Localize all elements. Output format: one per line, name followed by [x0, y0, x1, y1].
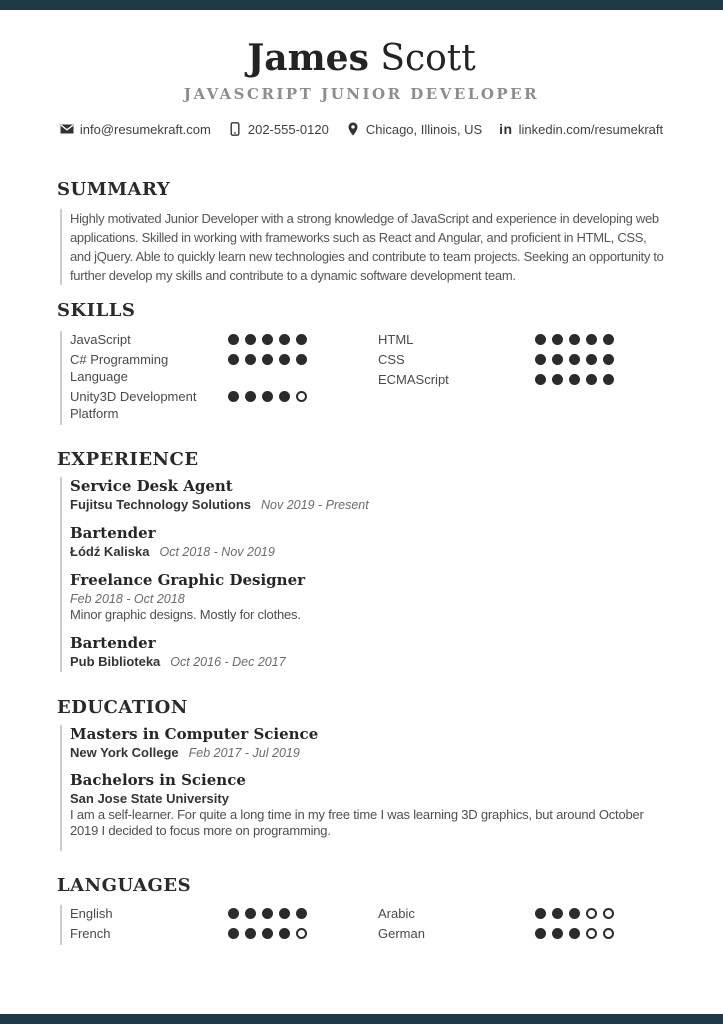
- last-name: Scott: [380, 38, 476, 79]
- skills-section: [0, 300, 723, 425]
- rating-dot-filled: [262, 391, 273, 402]
- rating-dot-filled: [245, 928, 256, 939]
- rating-label: German: [378, 926, 425, 941]
- rating-row: [70, 351, 378, 385]
- bottom-edge-bar: [0, 1014, 723, 1024]
- experience-content: [60, 477, 667, 672]
- rating-dots: [535, 371, 620, 388]
- rating-dot-empty: [603, 928, 614, 939]
- skills-content: [60, 331, 667, 425]
- linkedin-icon: in: [499, 121, 513, 137]
- rating-dot-filled: [296, 334, 307, 345]
- experience-description: Minor graphic designs. Mostly for clothes.: [70, 607, 301, 622]
- rating-dot-empty: [586, 908, 597, 919]
- rating-dot-filled: [228, 354, 239, 365]
- rating-dot-filled: [296, 354, 307, 365]
- rating-label: Arabic: [378, 906, 415, 921]
- experience-job-title: Service Desk Agent: [70, 477, 233, 495]
- rating-dot-filled: [245, 354, 256, 365]
- education-entry: [70, 725, 667, 761]
- summary-text: Highly motivated Junior Developer with a strong knowledge of JavaScript and experience in developing web applications. Skilled in working with frameworks such as React and Angular, and proficient in HTML, CSS, and jQuery. Able to quickly learn new technologies and contribute to team projects. Seeking an opportunity to further develop my skills and contribute to a dynamic software development team.: [70, 211, 664, 283]
- rating-dot-empty: [296, 928, 307, 939]
- languages-content: [60, 905, 667, 945]
- contact-phone: [228, 122, 329, 137]
- rating-dots: [535, 925, 620, 942]
- education-section: [0, 697, 723, 851]
- rating-dot-filled: [296, 908, 307, 919]
- rating-dot-filled: [586, 334, 597, 345]
- rating-label: English: [70, 906, 113, 921]
- contact-linkedin-text: linkedin.com/resumekraft: [518, 121, 664, 137]
- education-school: San Jose State University: [70, 791, 229, 806]
- rating-dot-filled: [603, 374, 614, 385]
- education-dates: Feb 2017 - Jul 2019: [188, 746, 300, 760]
- summary-content: [60, 209, 667, 285]
- rating-row: [378, 925, 620, 942]
- rating-dot-filled: [569, 354, 580, 365]
- rating-row: [378, 371, 620, 388]
- education-entry: [70, 771, 667, 839]
- rating-dot-filled: [228, 928, 239, 939]
- rating-dots: [535, 905, 620, 922]
- rating-dot-filled: [245, 908, 256, 919]
- rating-dot-empty: [296, 391, 307, 402]
- rating-dot-filled: [262, 334, 273, 345]
- languages-section: [0, 875, 723, 945]
- education-meta: [70, 745, 667, 761]
- rating-dot-filled: [279, 334, 290, 345]
- experience-dates: Feb 2018 - Oct 2018: [70, 592, 185, 606]
- rating-dot-filled: [552, 334, 563, 345]
- rating-dots: [228, 331, 313, 348]
- location-icon: [346, 122, 360, 136]
- rating-label: ECMAScript: [378, 372, 449, 387]
- rating-dot-filled: [535, 908, 546, 919]
- experience-dates: Oct 2018 - Nov 2019: [159, 545, 275, 559]
- education-degree: Masters in Computer Science: [70, 725, 319, 743]
- rating-dots: [228, 351, 313, 368]
- experience-company: Łódź Kaliska: [70, 544, 150, 559]
- summary-section: [0, 179, 723, 285]
- education-heading: EDUCATION: [57, 697, 188, 718]
- rating-dots: [228, 388, 313, 405]
- rating-label: Unity3D Development Platform: [70, 389, 197, 421]
- rating-dot-filled: [262, 354, 273, 365]
- rating-dots: [228, 925, 313, 942]
- phone-icon: [228, 122, 242, 136]
- rating-dot-filled: [279, 928, 290, 939]
- rating-dot-filled: [552, 928, 563, 939]
- rating-label: French: [70, 926, 111, 941]
- rating-dots: [535, 331, 620, 348]
- contact-phone-text: 202-555-0120: [247, 121, 329, 137]
- rating-label: CSS: [378, 352, 405, 367]
- rating-row: [70, 925, 378, 942]
- rating-dot-filled: [535, 354, 546, 365]
- rating-label: C# Programming Language: [70, 352, 169, 384]
- rating-dot-filled: [228, 908, 239, 919]
- rating-dot-filled: [228, 391, 239, 402]
- contact-linkedin: [499, 121, 663, 137]
- experience-section: [0, 449, 723, 672]
- experience-job-title: Bartender: [70, 634, 156, 652]
- education-meta: [70, 791, 667, 807]
- rating-dot-filled: [552, 374, 563, 385]
- contact-email: [60, 122, 211, 137]
- skills-right-column: [378, 331, 620, 425]
- skills-left-column: [70, 331, 378, 425]
- rating-dot-filled: [262, 908, 273, 919]
- education-degree: Bachelors in Science: [70, 771, 246, 789]
- person-name: [0, 36, 723, 81]
- rating-row: [70, 388, 378, 422]
- rating-dots: [535, 351, 620, 368]
- rating-row: [378, 331, 620, 348]
- education-description: I am a self-learner. For quite a long time in my free time I was learning 3D graphics, but around October 2019 I decided to focus more on programming.: [70, 807, 644, 838]
- rating-dot-filled: [552, 908, 563, 919]
- contact-row: [0, 121, 723, 137]
- rating-dot-filled: [228, 334, 239, 345]
- rating-row: [378, 905, 620, 922]
- education-school: New York College: [70, 745, 179, 760]
- rating-dot-filled: [552, 354, 563, 365]
- experience-heading: EXPERIENCE: [57, 449, 199, 470]
- rating-dots: [228, 905, 313, 922]
- experience-company: Pub Biblioteka: [70, 654, 161, 669]
- languages-right-column: [378, 905, 620, 945]
- rating-dot-filled: [279, 908, 290, 919]
- rating-label: HTML: [378, 332, 414, 347]
- rating-dot-filled: [569, 334, 580, 345]
- contact-location-text: Chicago, Illinois, US: [365, 121, 483, 137]
- experience-meta: [70, 544, 667, 560]
- rating-dot-filled: [569, 928, 580, 939]
- rating-dot-filled: [603, 354, 614, 365]
- rating-dot-empty: [603, 908, 614, 919]
- job-title: JAVASCRIPT JUNIOR DEVELOPER: [183, 85, 540, 103]
- experience-dates: Nov 2019 - Present: [261, 498, 369, 512]
- rating-dot-filled: [569, 908, 580, 919]
- resume-header: [0, 36, 723, 137]
- rating-dot-filled: [279, 391, 290, 402]
- languages-heading: LANGUAGES: [57, 875, 192, 896]
- rating-dot-filled: [245, 391, 256, 402]
- contact-email-text: info@resumekraft.com: [79, 121, 211, 137]
- experience-entry: [70, 477, 667, 513]
- rating-label: JavaScript: [70, 332, 131, 347]
- experience-job-title: Bartender: [70, 524, 156, 542]
- top-edge-bar: [0, 0, 723, 10]
- rating-dot-filled: [586, 374, 597, 385]
- experience-meta: [70, 654, 667, 670]
- experience-dates: Oct 2016 - Dec 2017: [170, 655, 286, 669]
- rating-dot-filled: [535, 334, 546, 345]
- rating-dot-filled: [586, 354, 597, 365]
- summary-heading: SUMMARY: [57, 179, 171, 200]
- email-icon: [60, 122, 74, 136]
- rating-dot-filled: [569, 374, 580, 385]
- rating-row: [70, 905, 378, 922]
- rating-dot-filled: [535, 374, 546, 385]
- contact-location: [346, 122, 482, 137]
- rating-dot-filled: [245, 334, 256, 345]
- rating-row: [378, 351, 620, 368]
- rating-dot-filled: [279, 354, 290, 365]
- experience-meta: [70, 497, 667, 513]
- education-content: [60, 725, 667, 851]
- experience-entry: [70, 571, 667, 623]
- rating-dot-empty: [586, 928, 597, 939]
- rating-row: [70, 331, 378, 348]
- skills-heading: SKILLS: [57, 300, 136, 321]
- experience-company: Fujitsu Technology Solutions: [70, 497, 252, 512]
- rating-dot-filled: [603, 334, 614, 345]
- experience-job-title: Freelance Graphic Designer: [70, 571, 306, 589]
- experience-entry: [70, 634, 667, 670]
- rating-dot-filled: [262, 928, 273, 939]
- first-name: James: [247, 37, 369, 79]
- experience-entry: [70, 524, 667, 560]
- languages-left-column: [70, 905, 378, 945]
- rating-dot-filled: [535, 928, 546, 939]
- experience-meta: [70, 591, 667, 607]
